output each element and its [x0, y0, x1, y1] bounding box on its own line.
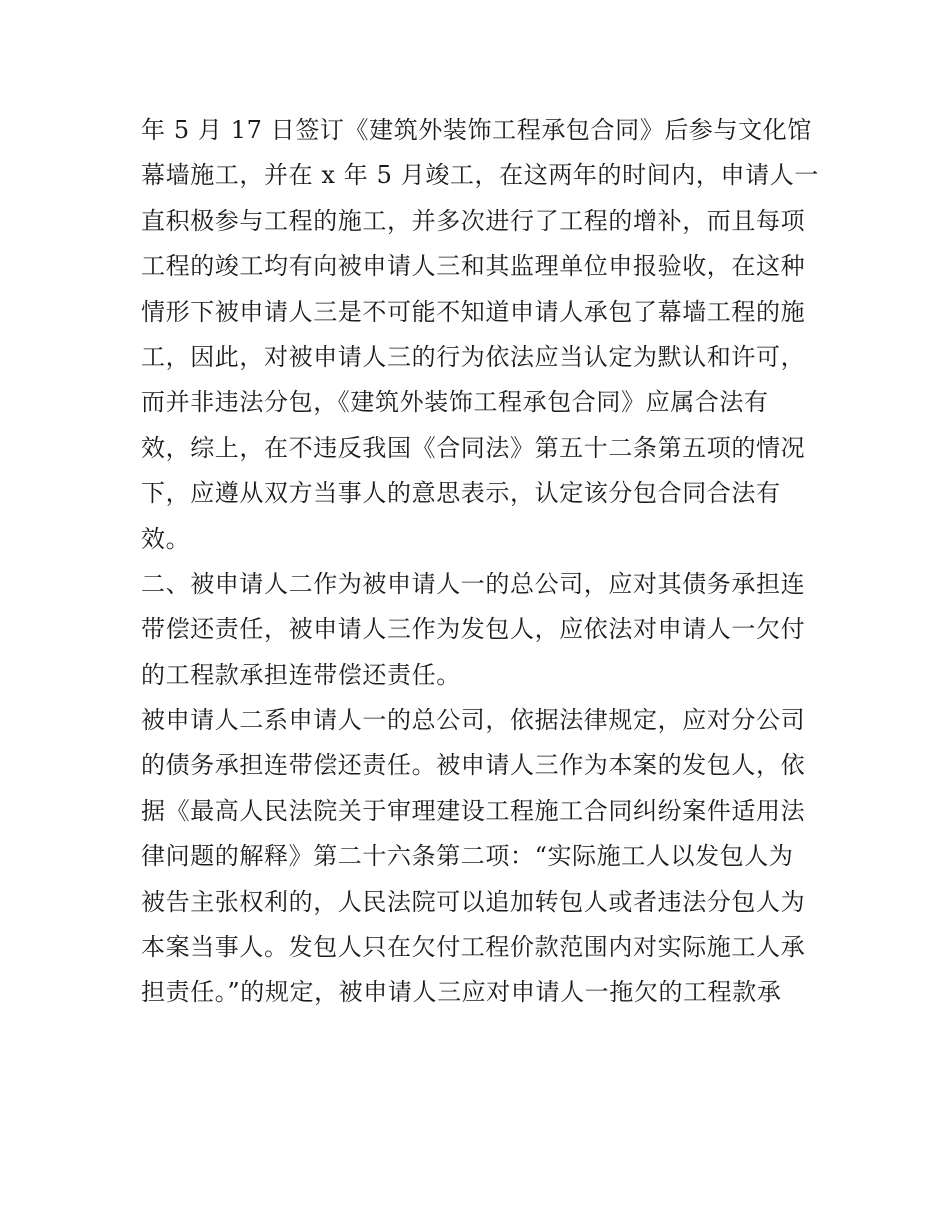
text-line: 据《最高人民法院关于审理建设工程施工合同纠纷案件适用法: [141, 796, 806, 825]
text-line: 年 5 月 17 日签订《建筑外装饰工程承包合同》后参与文化馆: [141, 116, 812, 144]
text-line: 工程的竣工均有向被申请人三和其监理单位申报验收，在这种: [141, 252, 806, 281]
text-line: 工，因此，对被申请人三的行为依法应当认定为默认和许可，: [141, 342, 806, 371]
text-line: 律问题的解释》第二十六条第二项：“实际施工人以发包人为: [141, 842, 794, 871]
text-line: 担责任。”的规定，被申请人三应对申请人一拖欠的工程款承: [141, 978, 782, 1007]
text-line: 被申请人二系申请人一的总公司，依据法律规定，应对分公司: [141, 706, 806, 735]
text-line: 情形下被申请人三是不可能不知道申请人承包了幕墙工程的施: [141, 297, 806, 326]
text-line: 的债务承担连带偿还责任。被申请人三作为本案的发包人，依: [141, 751, 806, 780]
text-line: 本案当事人。发包人只在欠付工程价款范围内对实际施工人承: [141, 933, 806, 962]
text-line: 效。: [141, 524, 191, 553]
text-line: 二、被申请人二作为被申请人一的总公司，应对其债务承担连: [141, 569, 806, 598]
text-line: 幕墙施工，并在 x 年 5 月竣工，在这两年的时间内，申请人一: [141, 161, 819, 190]
text-line: 效，综上，在不违反我国《合同法》第五十二条第五项的情况: [141, 433, 806, 462]
text-line: 直积极参与工程的施工，并多次进行了工程的增补，而且每项: [141, 206, 806, 235]
text-line: 被告主张权利的，人民法院可以追加转包人或者违法分包人为: [141, 887, 806, 916]
document-body: [141, 108, 821, 1016]
text-line: 带偿还责任，被申请人三作为发包人，应依法对申请人一欠付: [141, 615, 806, 644]
text-line: 的工程款承担连带偿还责任。: [141, 660, 461, 689]
text-line: 而并非违法分包，《建筑外装饰工程承包合同》应属合法有: [141, 388, 769, 417]
text-line: 下，应遵从双方当事人的意思表示，认定该分包合同合法有: [141, 479, 781, 508]
